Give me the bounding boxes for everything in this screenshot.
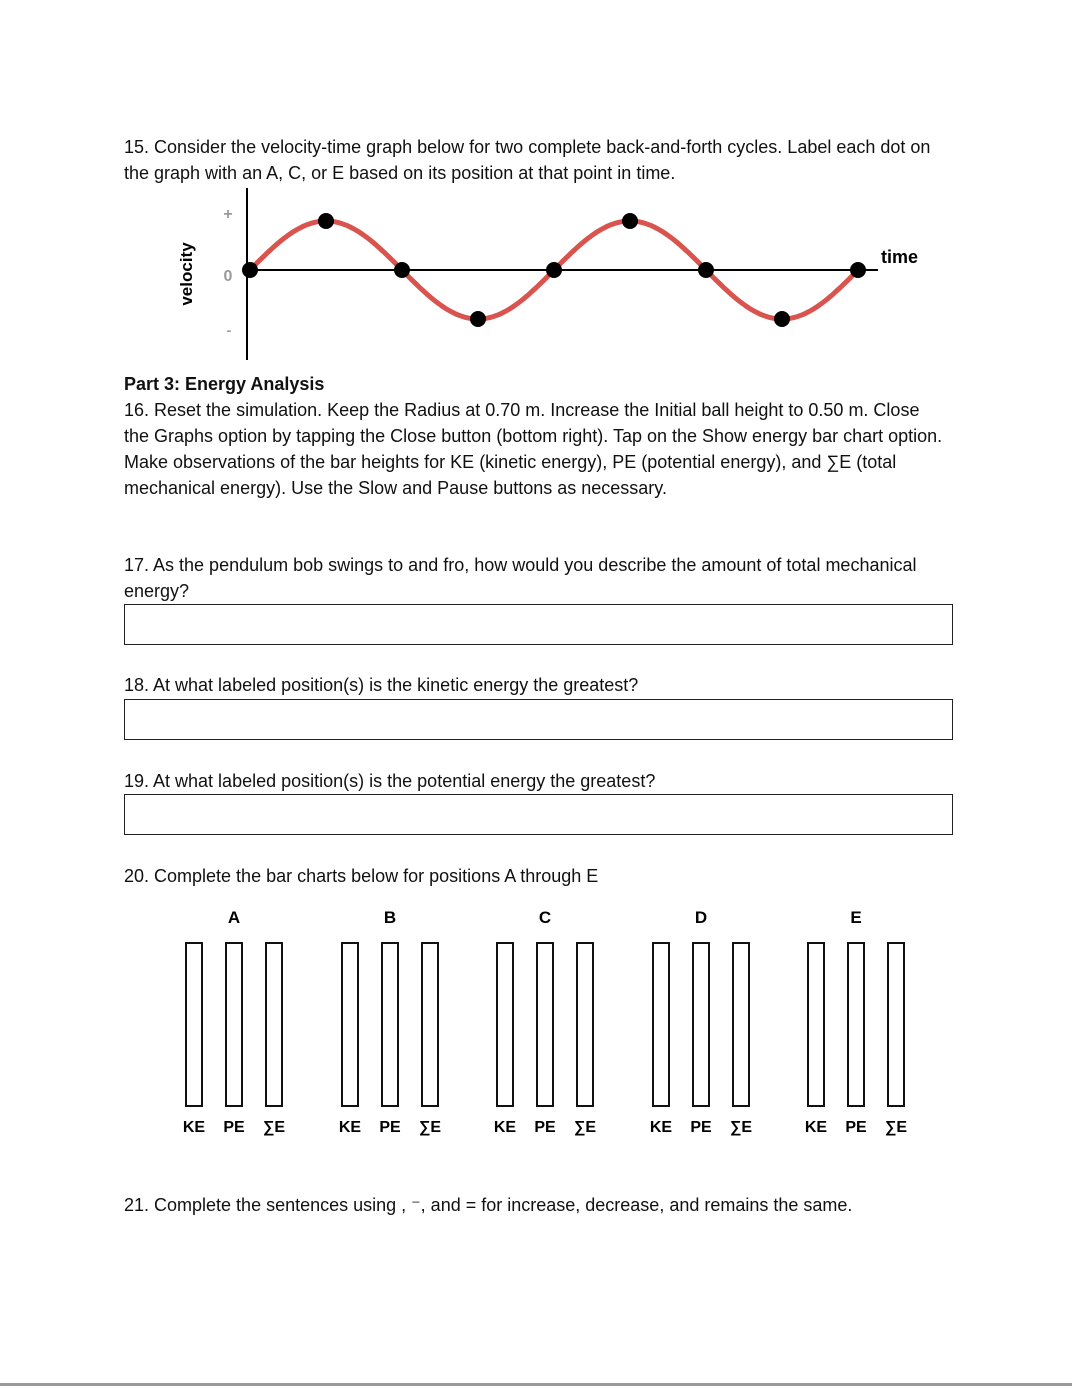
graph-dot-3[interactable]	[394, 262, 410, 278]
energy-bar-pe[interactable]	[226, 943, 242, 1106]
tick-plus: +	[223, 206, 233, 223]
energy-bar-ke[interactable]	[808, 943, 824, 1106]
energy-bar-total[interactable]	[733, 943, 749, 1106]
energy-bar-ke[interactable]	[653, 943, 669, 1106]
bar-chart-title: B	[383, 908, 397, 927]
question-18-text: 18. At what labeled position(s) is the kinetic energy the greatest?	[124, 675, 639, 695]
velocity-time-graph	[0, 0, 1072, 370]
answer-box-17[interactable]	[124, 604, 953, 645]
energy-bar-label: PE	[223, 1119, 245, 1136]
bar-chart-e	[805, 908, 907, 1136]
energy-bar-ke[interactable]	[186, 943, 202, 1106]
energy-bar-label: ∑E	[884, 1119, 908, 1136]
graph-dot-8[interactable]	[774, 311, 790, 327]
bar-chart-title: E	[850, 908, 862, 927]
time-axis-label: time	[881, 247, 919, 267]
energy-bar-ke[interactable]	[497, 943, 513, 1106]
energy-bar-total[interactable]	[888, 943, 904, 1106]
graph-dot-9[interactable]	[850, 262, 866, 278]
graph-dot-4[interactable]	[470, 311, 486, 327]
question-17-text: 17. As the pendulum bob swings to and fro, how would you describe the amount of total mechanical energy?	[124, 555, 917, 601]
energy-bar-pe[interactable]	[382, 943, 398, 1106]
question-20-text: 20. Complete the bar charts below for positions A through E	[124, 866, 599, 886]
bar-chart-c	[494, 908, 596, 1136]
part-3-title: Part 3: Energy Analysis	[124, 374, 325, 394]
tick-minus: -	[226, 322, 232, 338]
energy-bar-ke[interactable]	[342, 943, 358, 1106]
question-16-text: 16. Reset the simulation. Keep the Radius at 0.70 m. Increase the Initial ball height to 0.50 m. Close the Graphs option by tapping the Close button (bottom right). Tap on the Show energy bar chart option. Make observations of the bar heights for KE (kinetic energy), PE (potential energy), and ∑E (total mechanical energy). Use the Slow and Pause buttons as necessary.	[124, 400, 943, 498]
energy-bar-label: ∑E	[418, 1119, 442, 1136]
bar-chart-title: A	[227, 908, 241, 927]
bar-chart-b	[339, 908, 441, 1136]
energy-bar-label: KE	[338, 1119, 362, 1136]
energy-bar-total[interactable]	[266, 943, 282, 1106]
energy-bar-label: KE	[649, 1119, 673, 1136]
tick-zero: 0	[223, 268, 233, 285]
answer-box-18[interactable]	[124, 699, 953, 740]
energy-bar-label: PE	[379, 1119, 401, 1136]
energy-bar-label: KE	[493, 1119, 517, 1136]
velocity-axis-label: velocity	[177, 242, 196, 306]
energy-bar-label: KE	[182, 1119, 206, 1136]
energy-bar-charts	[0, 895, 1072, 1145]
energy-bar-pe[interactable]	[537, 943, 553, 1106]
page-bottom-rule	[0, 1383, 1072, 1386]
energy-bar-total[interactable]	[577, 943, 593, 1106]
energy-bar-label: ∑E	[729, 1119, 753, 1136]
answer-box-19[interactable]	[124, 794, 953, 835]
energy-bar-pe[interactable]	[848, 943, 864, 1106]
energy-bar-label: PE	[534, 1119, 556, 1136]
question-19-text: 19. At what labeled position(s) is the potential energy the greatest?	[124, 771, 656, 791]
question-15-text: 15. Consider the velocity-time graph below for two complete back-and-forth cycles. Label each dot on the graph with an A, C, or E based on its position at that point in time.	[124, 137, 931, 183]
graph-dot-7[interactable]	[698, 262, 714, 278]
energy-bar-label: ∑E	[262, 1119, 286, 1136]
bar-chart-title: D	[694, 908, 708, 927]
energy-bar-pe[interactable]	[693, 943, 709, 1106]
graph-dot-2[interactable]	[318, 213, 334, 229]
energy-bar-label: PE	[690, 1119, 712, 1136]
energy-bar-total[interactable]	[422, 943, 438, 1106]
bar-chart-a	[183, 908, 285, 1136]
graph-dot-5[interactable]	[546, 262, 562, 278]
energy-bar-label: PE	[845, 1119, 867, 1136]
bar-chart-title: C	[538, 908, 552, 927]
graph-dot-1[interactable]	[242, 262, 258, 278]
bar-chart-d	[650, 908, 752, 1136]
question-21-text: 21. Complete the sentences using , ⁻, and = for increase, decrease, and remains the same.	[124, 1195, 853, 1215]
energy-bar-label: ∑E	[573, 1119, 597, 1136]
energy-bar-label: KE	[804, 1119, 828, 1136]
graph-dot-6[interactable]	[622, 213, 638, 229]
